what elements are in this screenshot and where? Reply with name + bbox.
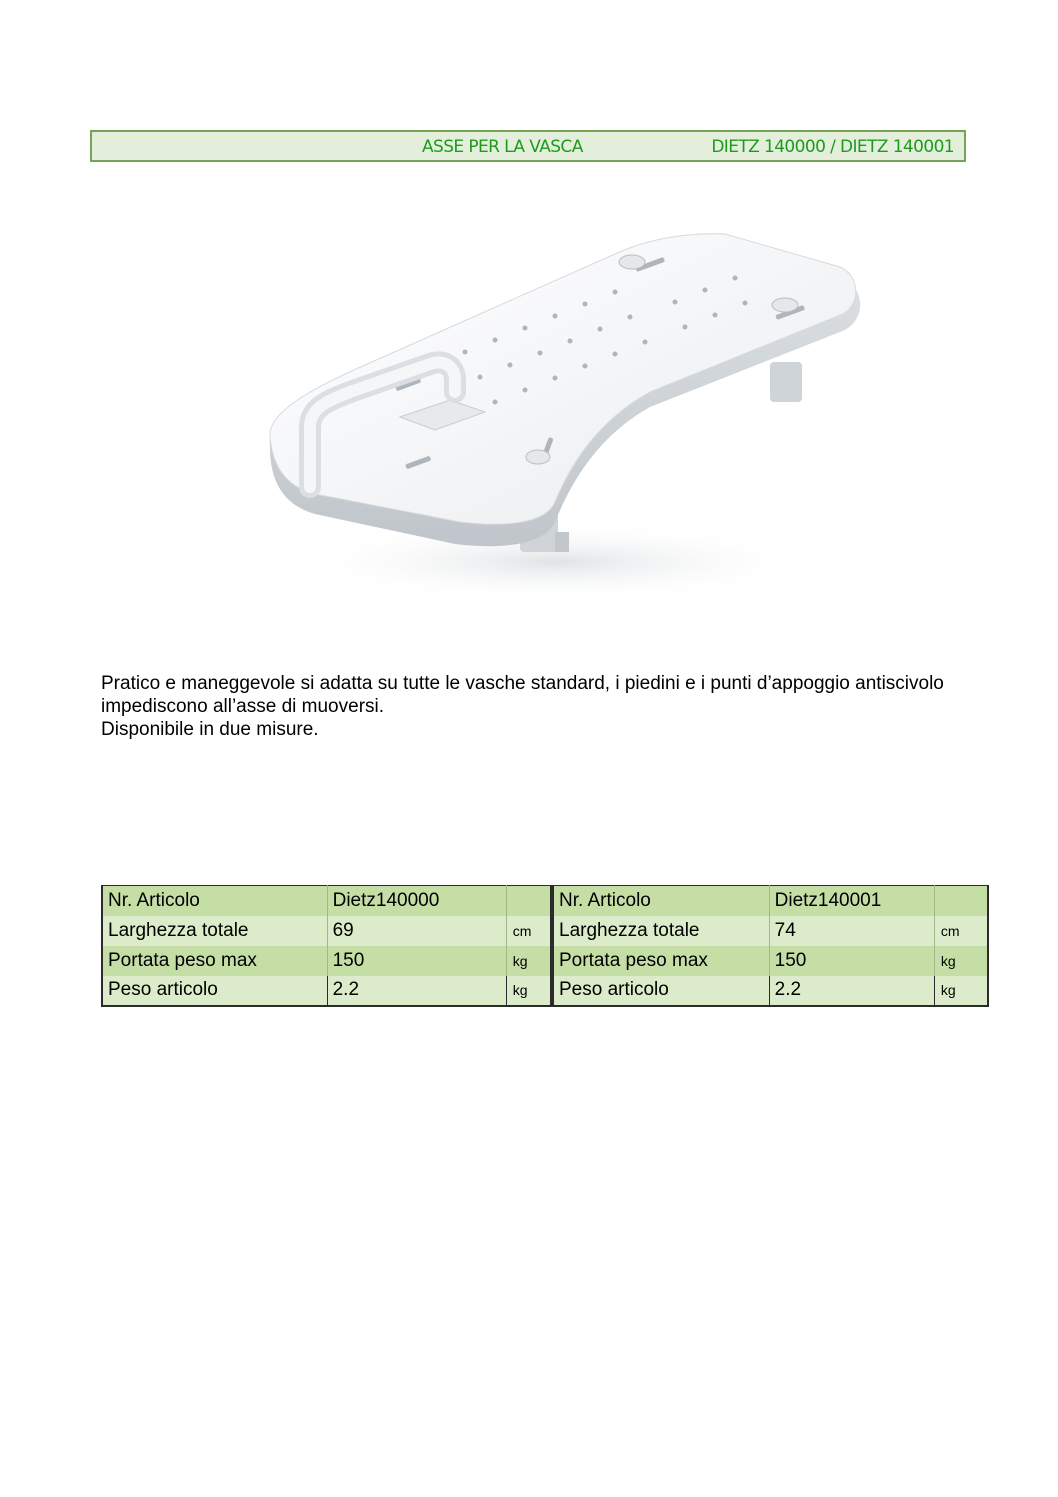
spec-label: Peso articolo (553, 976, 769, 1006)
spec-value: 69 (327, 916, 506, 946)
spec-table-140001 (552, 885, 989, 1007)
spec-unit: kg (934, 946, 988, 976)
table-row (553, 886, 988, 916)
spec-unit (506, 886, 551, 916)
spec-value: Dietz140000 (327, 886, 506, 916)
description-availability: Disponibile in due misure. (101, 719, 319, 740)
spec-unit: cm (506, 916, 551, 946)
table-row (553, 976, 988, 1006)
spec-table-140000 (101, 885, 552, 1007)
spec-label: Nr. Articolo (102, 886, 327, 916)
spec-unit: kg (506, 946, 551, 976)
spec-unit: kg (934, 976, 988, 1006)
spec-value: Dietz140001 (769, 886, 934, 916)
description-paragraph: Pratico e maneggevole si adatta su tutte le vasche standard, i piedini e i punti d’appoggio antiscivolo impediscono all’asse di muoversi. (101, 673, 944, 717)
product-codes: DIETZ 140000 / DIETZ 140001 (711, 137, 954, 157)
spec-value: 150 (327, 946, 506, 976)
product-description (101, 672, 961, 741)
table-row (102, 916, 551, 946)
spec-value: 74 (769, 916, 934, 946)
spec-label: Nr. Articolo (553, 886, 769, 916)
spec-label: Portata peso max (102, 946, 327, 976)
spec-value: 150 (769, 946, 934, 976)
header-bar (90, 130, 966, 162)
page-title: ASSE PER LA VASCA (422, 137, 583, 157)
spec-label: Larghezza totale (553, 916, 769, 946)
bath-board-image (255, 232, 875, 602)
spec-value: 2.2 (327, 976, 506, 1006)
spec-unit: kg (506, 976, 551, 1006)
spec-unit: cm (934, 916, 988, 946)
table-row (553, 946, 988, 976)
table-row (102, 946, 551, 976)
spec-label: Portata peso max (553, 946, 769, 976)
table-row (102, 976, 551, 1006)
table-row (102, 886, 551, 916)
spec-label: Peso articolo (102, 976, 327, 1006)
spec-value: 2.2 (769, 976, 934, 1006)
spec-unit (934, 886, 988, 916)
table-row (553, 916, 988, 946)
spec-label: Larghezza totale (102, 916, 327, 946)
